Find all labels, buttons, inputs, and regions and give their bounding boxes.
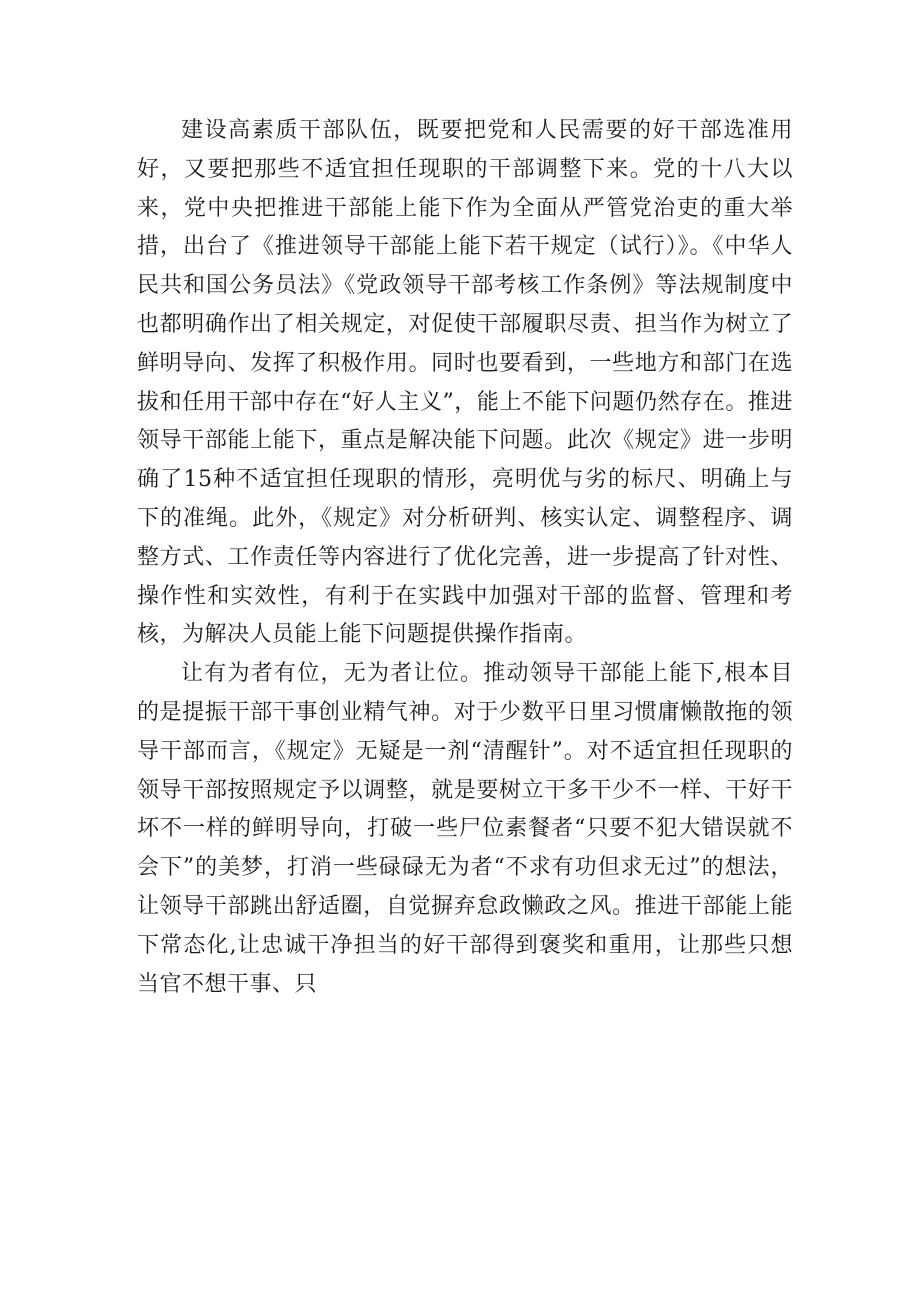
paragraph-2: 让有为者有位，无为者让位。推动领导干部能上能下,根本目的是提振干部干事创业精气神。对于少数平日里习惯庸懒散拖的领导干部而言，《规定》无疑是一剂“清醒针”。对不适宜担任现职的领导干部按照规定予以调整，就是要树立干多干少不一样、干好干坏不一样的鲜明导向，打破一些尸位素餐者“只要不犯大错误就不会下”的美梦，打消一些碌碌无为者“不求有功但求无过”的想法，让领导干部跳出舒适圈，自觉摒弃怠政懒政之风。推进干部能上能下常态化,让忠诚干净担当的好干部得到褒奖和重用，让那些只想当官不想干事、只 (137, 661, 793, 997)
paragraph-1: 建设高素质干部队伍，既要把党和人民需要的好干部选准用好，又要把那些不适宜担任现职的干部调整下来。党的十八大以来，党中央把推进干部能上能下作为全面从严管党治吏的重大举措，出台了《推进领导干部能上能下若干规定（试行）》。《中华人民共和国公务员法》《党政领导干部考核工作条例》等法规制度中也都明确作出了相关规定，对促使干部履职尽责、担当作为树立了鲜明导向、发挥了积极作用。同时也要看到，一些地方和部门在选拔和任用干部中存在“好人主义”，能上不能下问题仍然存在。推进领导干部能上能下，重点是解决能下问题。此次《规定》进一步明确了15种不适宜担任现职的情形，亮明优与劣的标尺、明确上与下的准绳。此外，《规定》对分析研判、核实认定、调整程序、调整方式、工作责任等内容进行了优化完善，进一步提高了针对性、操作性和实效性，有利于在实践中加强对干部的监督、管理和考核，为解决人员能上能下问题提供操作指南。 (137, 118, 793, 648)
body-text (137, 112, 793, 1004)
